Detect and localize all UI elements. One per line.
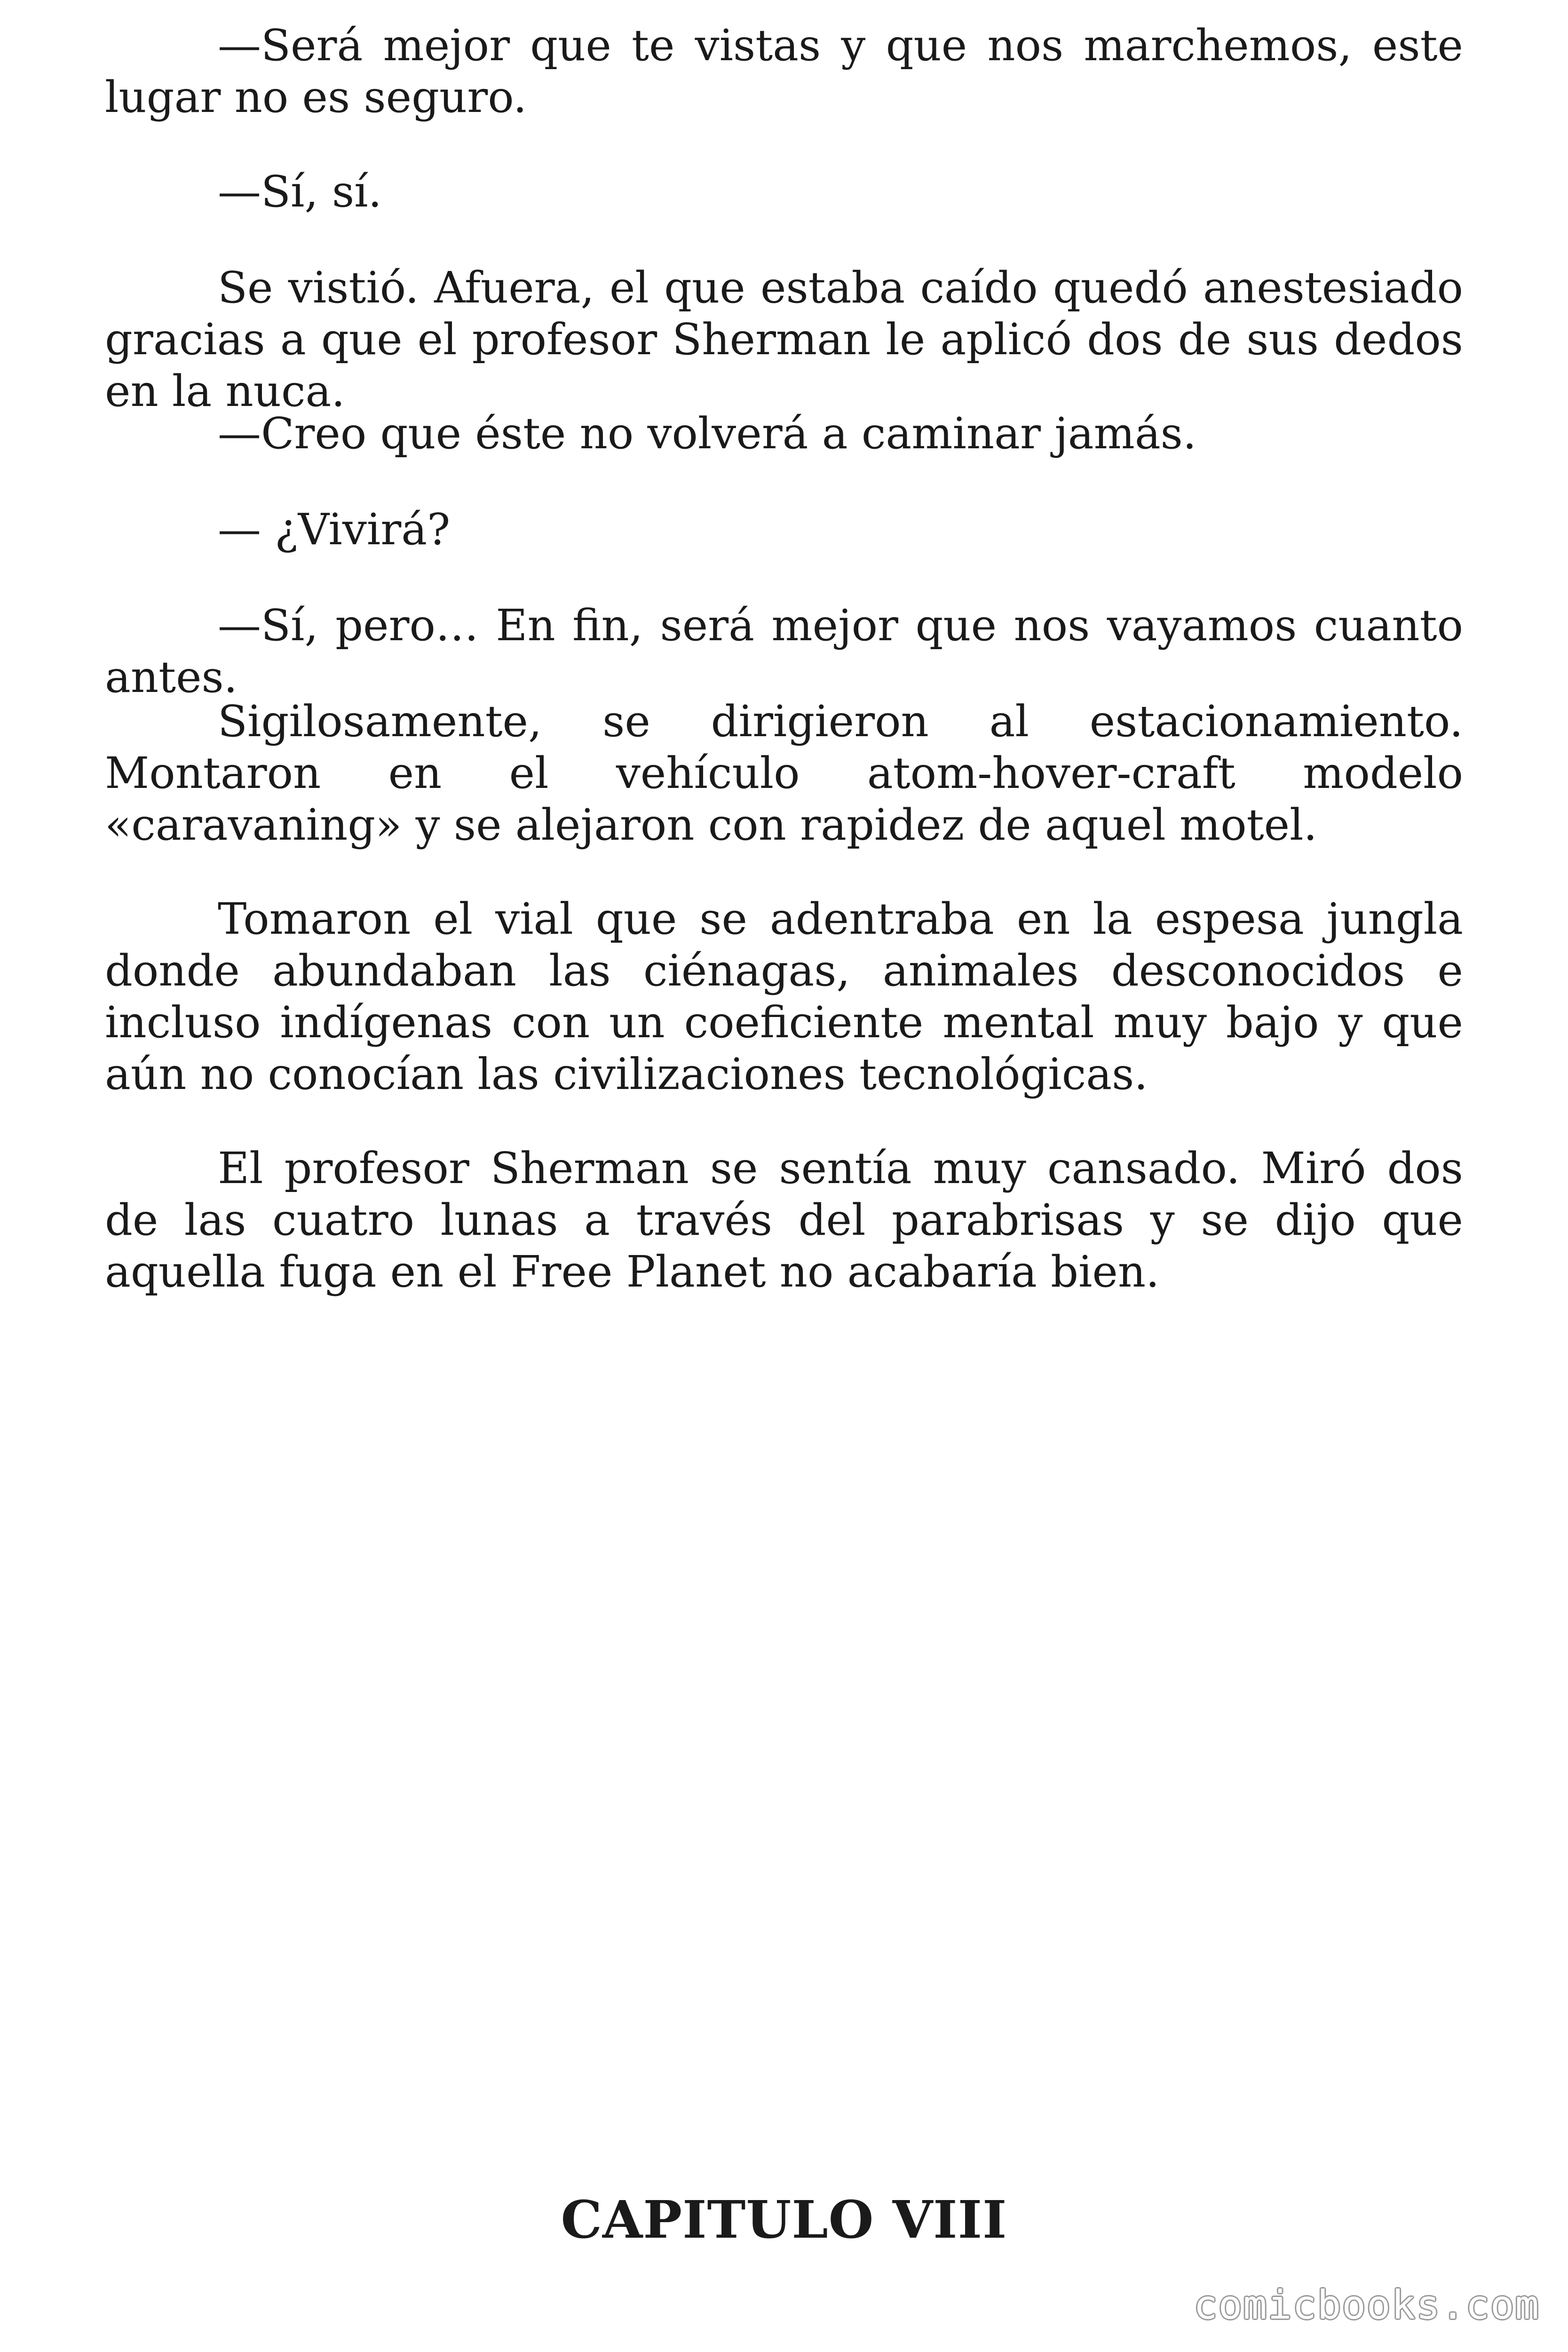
paragraph-dialogue-1: —Será mejor que te vistas y que nos marchemos, este lugar no es seguro. [105,20,1463,122]
paragraph-dialogue-4: — ¿Vivirá? [218,504,451,555]
paragraph-dialogue-3: —Creo que éste no volverá a caminar jamás. [218,408,1197,459]
paragraph-narration-4: El profesor Sherman se sentía muy cansado. Miró dos de las cuatro lunas a través del parabrisas y se dijo que aquella fuga en el Free Planet no acabaría bien. [105,1143,1463,1297]
paragraph-dialogue-2: —Sí, sí. [218,167,382,217]
paragraph-dialogue-5: —Sí, pero… En fin, será mejor que nos vayamos cuanto antes. [105,600,1463,702]
paragraph-narration-3: Tomaron el vial que se adentraba en la espesa jungla donde abundaban las ciénagas, animales desconocidos e incluso indígenas con un coeficiente mental muy bajo y que aún no conocían las civilizaciones tecnológicas. [105,894,1463,1099]
watermark: comicbooks.com [1193,2282,1540,2328]
chapter-heading: CAPITULO VIII [561,2189,1007,2250]
paragraph-narration-1: Se vistió. Afuera, el que estaba caído quedó anestesiado gracias a que el profesor Sherman le aplicó dos de sus dedos en la nuca. [105,262,1463,416]
paragraph-narration-2: Sigilosamente, se dirigieron al estacionamiento. Montaron en el vehículo atom-hover-craft modelo «caravaning» y se alejaron con rapidez de aquel motel. [105,696,1463,850]
